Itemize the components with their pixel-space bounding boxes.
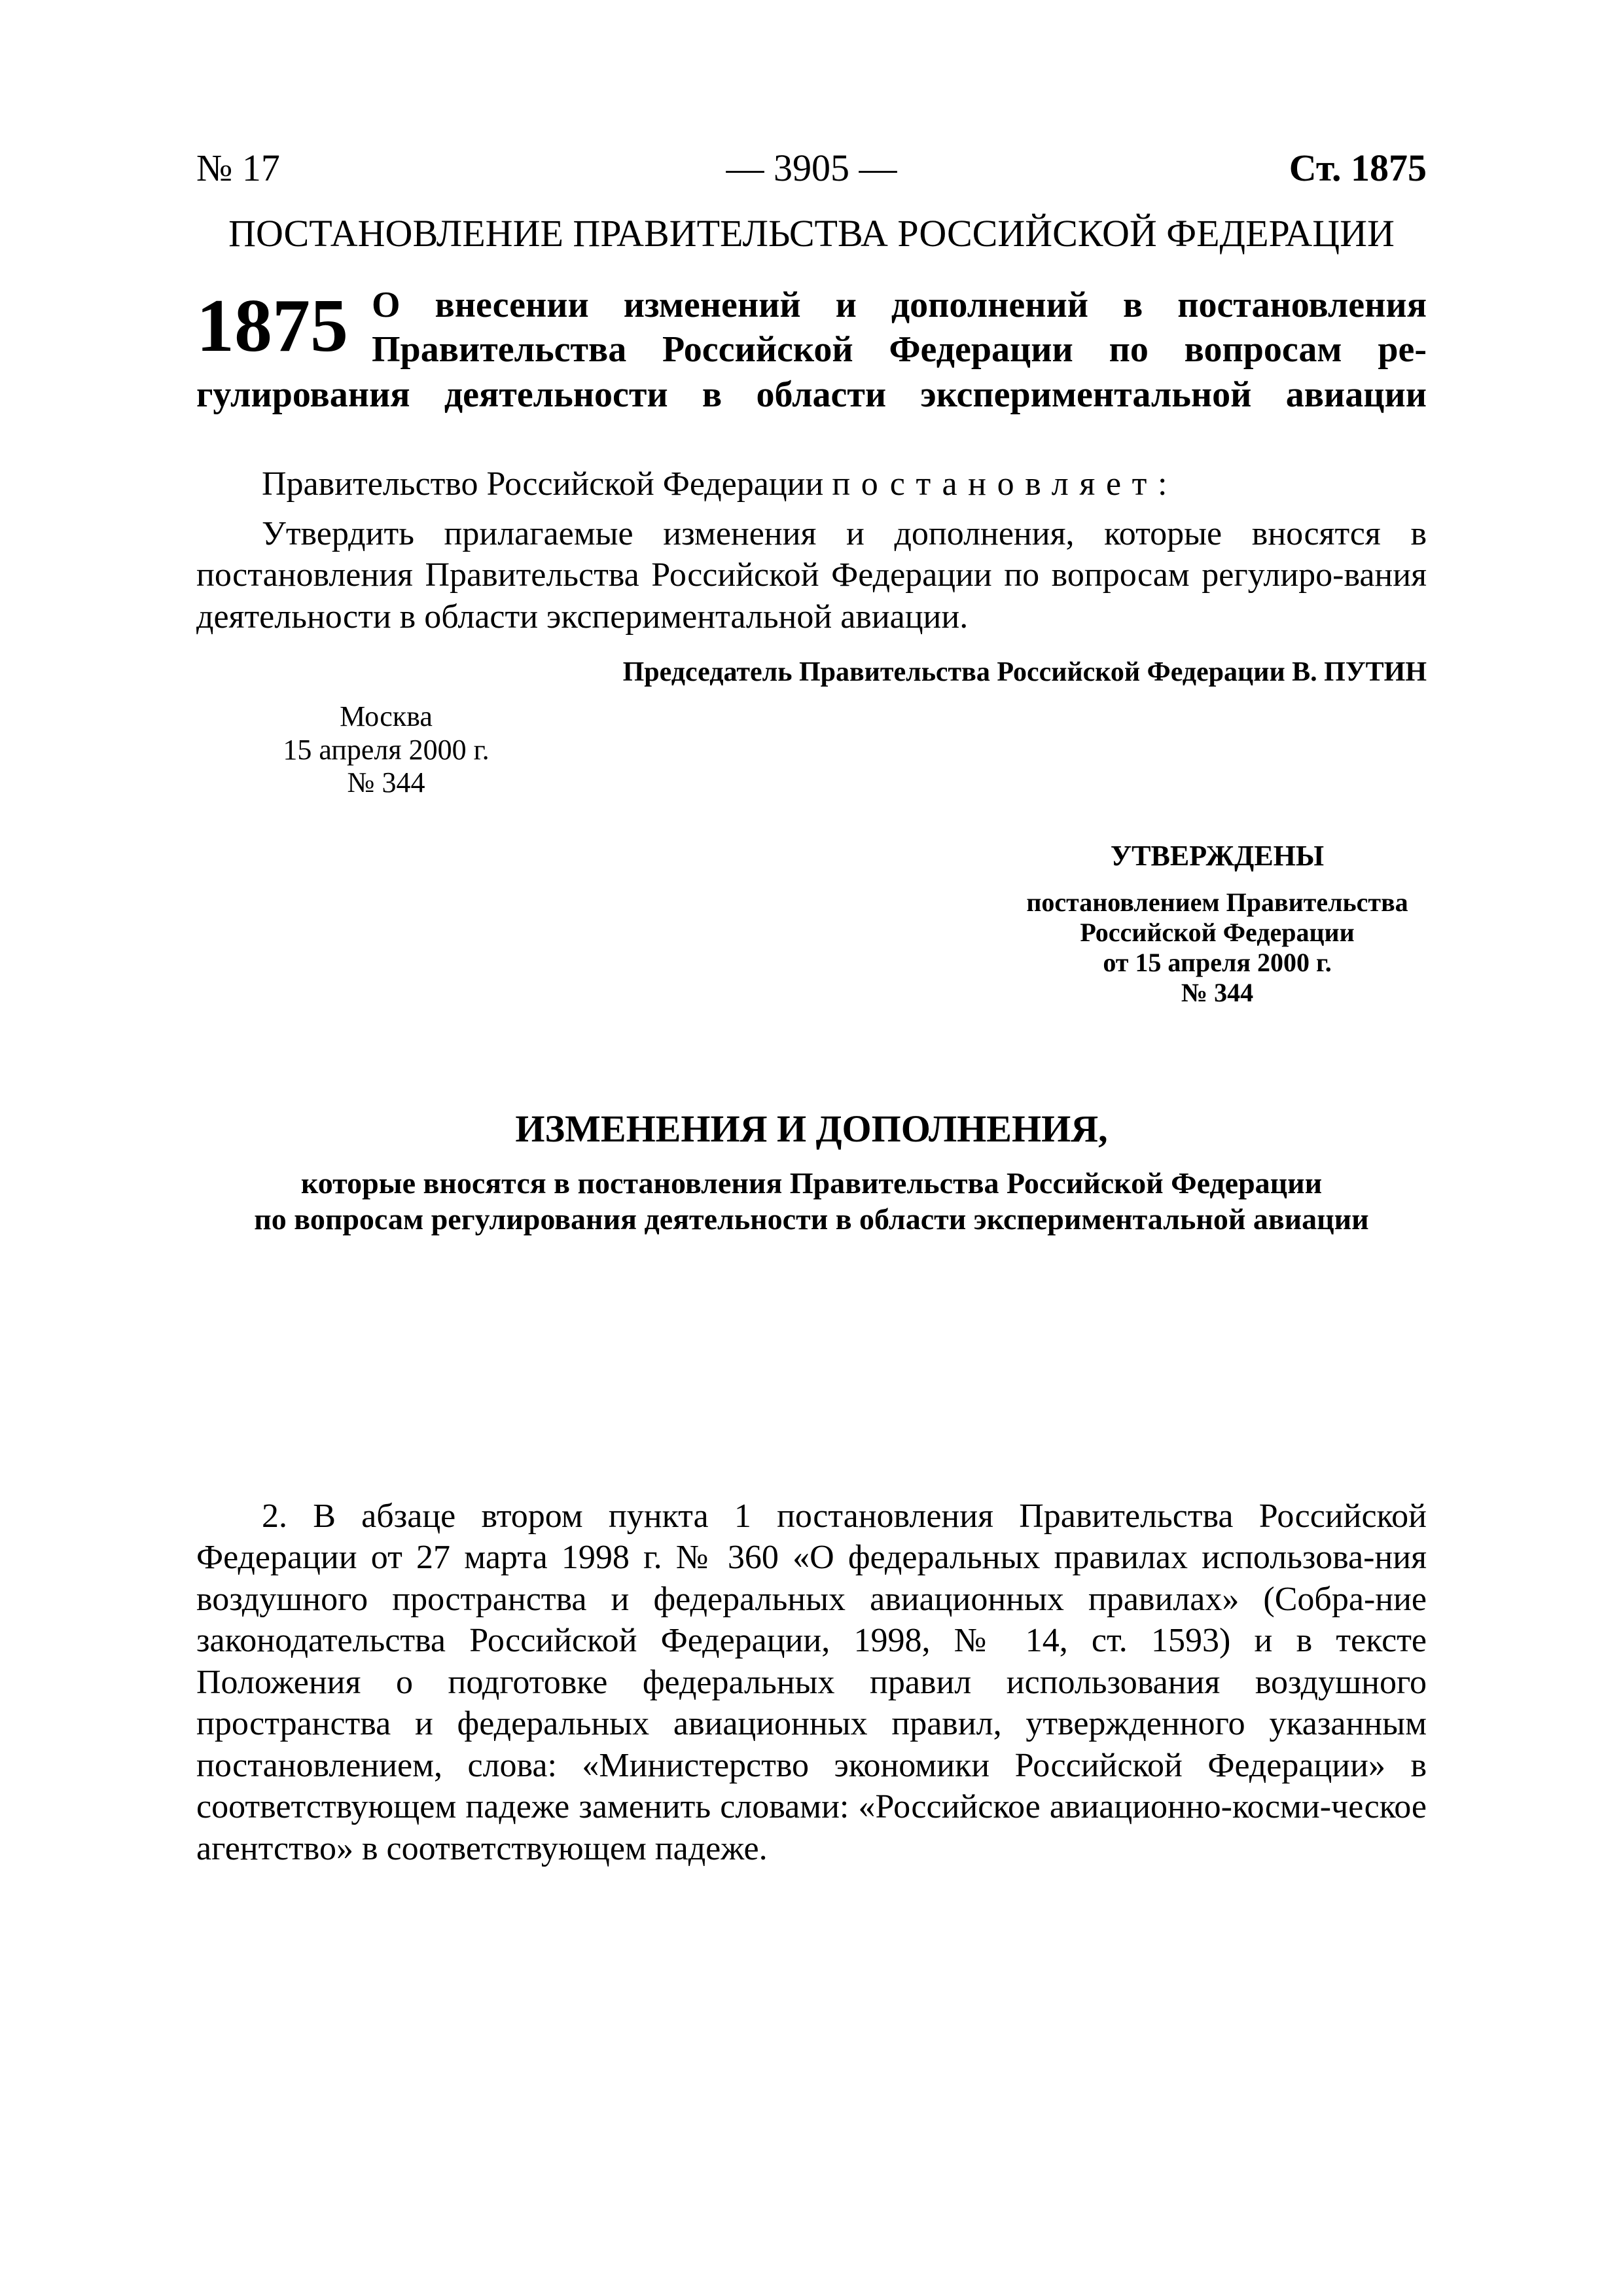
document-heading: О внесении изменений и дополнений в постановления Правительства Российской Федерации по вопросам ре-гулирования деятельности в области экспериментальной авиации	[196, 285, 1427, 415]
resolution-body: Утвердить прилагаемые изменения и дополнения, которые вносятся в постановления Правительства Российской Федерации по вопросам регулиро-вания деятельности в области экспериментальной авиации.	[196, 515, 1427, 636]
page-number: — 3905 —	[726, 147, 897, 189]
decree-number: № 344	[347, 766, 425, 799]
amendments-title: ИЗМЕНЕНИЯ И ДОПОЛНЕНИЯ,	[515, 1107, 1108, 1150]
preamble-lead: Правительство Российской Федерации	[262, 465, 824, 503]
document-heading-block	[196, 283, 1427, 417]
amendments-subtitle	[196, 1165, 1427, 1237]
approval-line-3: от 15 апреля 2000 г.	[1103, 947, 1332, 977]
section-title: ПОСТАНОВЛЕНИЕ ПРАВИТЕЛЬСТВА РОССИЙСКОЙ ФЕДЕРАЦИИ	[228, 212, 1395, 255]
approval-title: УТВЕРЖДЕНЫ	[1110, 840, 1325, 872]
issue-number: № 17	[196, 147, 280, 189]
document-number: 1875	[196, 284, 348, 368]
approval-line-4: № 344	[1181, 977, 1254, 1007]
date: 15 апреля 2000 г.	[283, 733, 490, 766]
approval-stamp	[982, 840, 1453, 1008]
preamble	[262, 463, 1427, 505]
preamble-verb: постановляет:	[832, 465, 1179, 503]
amendments-subtitle-line-1: которые вносятся в постановления Правительства Российской Федерации	[300, 1166, 1323, 1200]
amendments-subtitle-line-2: по вопросам регулирования деятельности в области экспериментальной авиации	[254, 1202, 1369, 1236]
amendment-item-2: 2. В абзаце втором пункта 1 постановления Правительства Российской Федерации от 27 марта 1998 г. № 360 «О федеральных правилах использова-ния воздушного пространства и федеральных авиационных правилах» (Собра-ние законодательства Российской Федерации, 1998, № 14, ст. 1593) и в тексте Положения о подготовке федеральных правил использования воздушного пространства и федеральных авиационных правил, утвержденного указанным постановлением, слова: «Министерство экономики Российской Федерации» в соответствующем падеже заменить словами: «Российское авиационно-косми-ческое агентство» в соответствующем падеже.	[196, 1498, 1427, 1867]
approval-line-2: Российской Федерации	[1080, 917, 1355, 947]
approval-line-1: постановлением Правительства	[1026, 887, 1408, 917]
signature-line: Председатель Правительства Российской Федерации В. ПУТИН	[622, 657, 1427, 687]
article-number: Ст. 1875	[1289, 147, 1427, 189]
place-date-block	[249, 700, 524, 800]
place: Москва	[340, 700, 433, 732]
